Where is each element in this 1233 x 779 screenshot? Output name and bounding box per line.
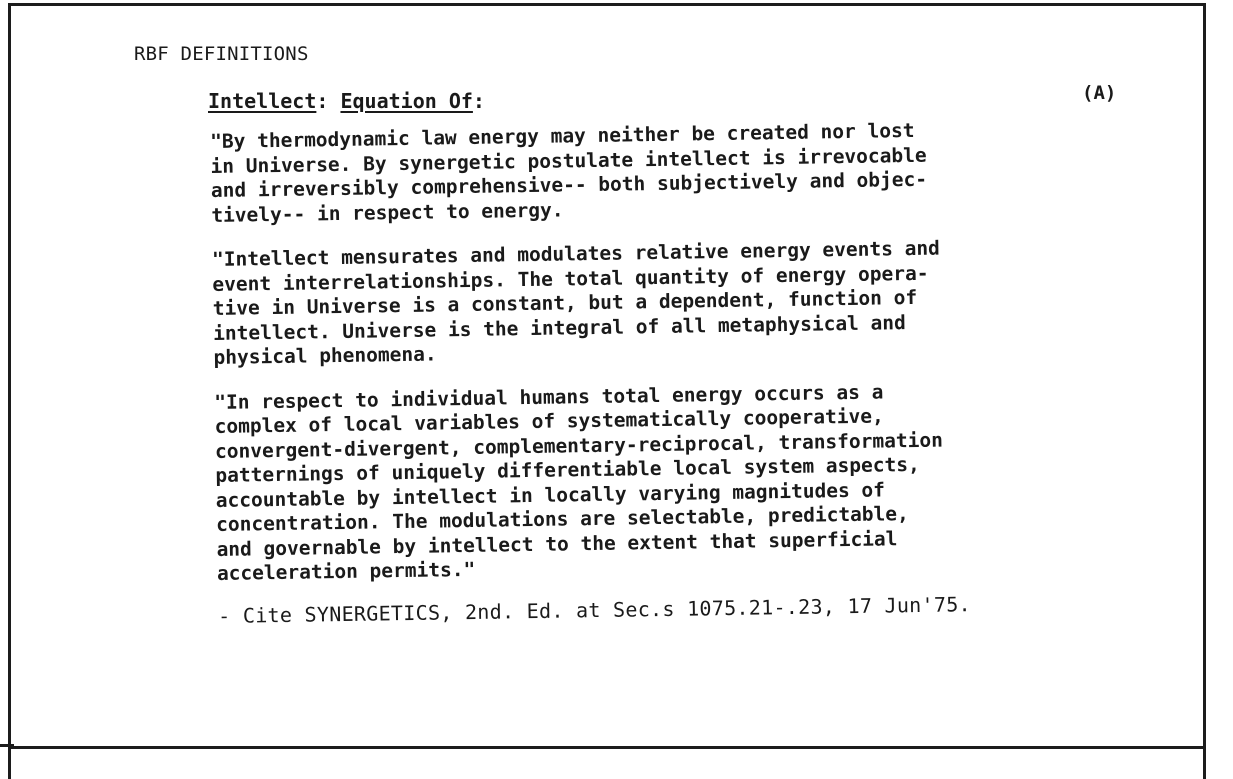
heading-separator: : — [316, 89, 341, 113]
citation: - Cite SYNERGETICS, 2nd. Ed. at Sec.s 1075.21-.23, 17 Jun'75. — [218, 592, 972, 628]
quote-paragraph-1: "By thermodynamic law energy may neither be created nor lost in Universe. By synergetic postulate intellect is irrevocable and irreversibly comprehensive-- both subjectively and objec- tively-- in respect to energy. — [210, 118, 928, 227]
page-title: RBF DEFINITIONS — [134, 43, 309, 65]
card-edge-tick — [0, 744, 14, 747]
entry-qualifier: Equation Of — [340, 89, 473, 113]
entry-term: Intellect — [208, 89, 317, 113]
quote-paragraph-2: "Intellect mensurates and modulates relative energy events and event interrelationships. The total quantity of energy opera- tive in Universe is a constant, but a dependent, function of intellect. Universe is the integral of all metaphysical and physical phenomena. — [211, 236, 941, 369]
heading-colon: : — [472, 89, 485, 113]
definition-body — [210, 116, 1117, 607]
entry-heading — [208, 89, 485, 113]
quote-paragraph-3: "In respect to individual humans total energy occurs as a complex of local variables of systematically cooperative, convergent-divergent, complementary-reciprocal, transformation patternings of uniquely differentiable local system aspects, accountable by intellect in locally varying magnitudes of concentration. The modulations are selectable, predictable, and governable by intellect to the extent that superficial acceleration permits." — [214, 379, 944, 585]
card-label: (A) — [1082, 82, 1117, 104]
